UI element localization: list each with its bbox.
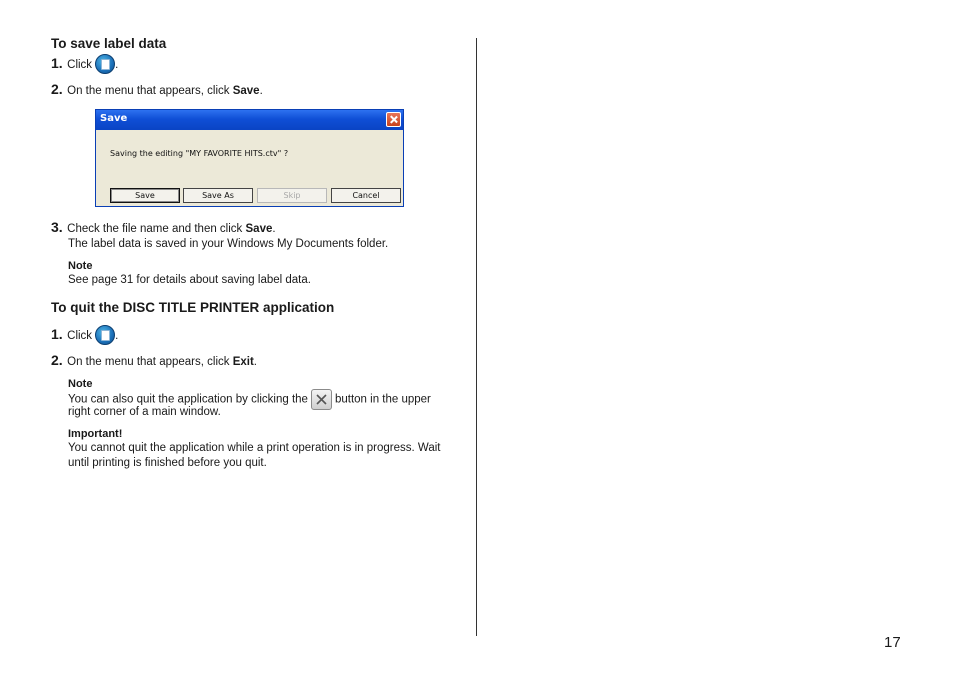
save-button[interactable]: Save [110, 188, 180, 203]
step-number: 1. [51, 55, 63, 72]
dialog-titlebar [96, 110, 403, 130]
step-text: Click [67, 330, 93, 343]
step-bold: Save [245, 223, 273, 235]
important-heading: Important! [68, 428, 123, 440]
step-text: Click [67, 59, 93, 72]
step-text: Check the file name and then click [67, 223, 246, 235]
dialog-message: Saving the editing "MY FAVORITE HITS.ctv" ? [110, 149, 289, 158]
step-bold: Exit [232, 356, 254, 368]
step-number: 2. [51, 81, 63, 97]
save-note-heading: Note [68, 260, 93, 272]
cancel-button[interactable]: Cancel [331, 188, 401, 203]
menu-button-icon[interactable] [95, 325, 115, 345]
column-divider [476, 38, 477, 636]
quit-note-heading: Note [68, 378, 93, 390]
page-number: 17 [884, 634, 901, 651]
important-line-1: You cannot quit the application while a print operation is in progress. Wait [68, 442, 441, 454]
quit-heading: To quit the DISC TITLE PRINTER application [51, 300, 335, 315]
save-step-3: 3. Check the file name and then click Save. [51, 219, 276, 235]
save-note-text: See page 31 for details about saving label data. [68, 274, 311, 286]
save-step-3-detail: The label data is saved in your Windows My Documents folder. [68, 238, 389, 250]
dialog-title: Save [100, 113, 128, 124]
menu-button-icon[interactable] [95, 54, 115, 74]
step-number: 1. [51, 326, 63, 343]
save-step-1: 1. Click . [51, 54, 118, 74]
close-window-icon [311, 389, 332, 410]
save-dialog [95, 109, 404, 207]
save-as-button[interactable]: Save As [183, 188, 253, 203]
save-heading: To save label data [51, 36, 167, 51]
step-text: On the menu that appears, click [67, 356, 233, 368]
step-number: 2. [51, 352, 63, 368]
close-icon[interactable] [386, 112, 401, 127]
important-line-2: until printing is finished before you quit. [68, 457, 267, 469]
quit-note-line-2: right corner of a main window. [68, 406, 221, 418]
save-step-2: 2. On the menu that appears, click Save. [51, 81, 263, 97]
step-text: On the menu that appears, click [67, 85, 233, 97]
quit-note-line-1: You can also quit the application by clicking the button in the upper [68, 389, 431, 410]
quit-step-2: 2. On the menu that appears, click Exit. [51, 352, 257, 368]
step-number: 3. [51, 219, 63, 235]
quit-step-1: 1. Click . [51, 325, 118, 345]
step-bold: Save [232, 85, 260, 97]
skip-button[interactable]: Skip [257, 188, 327, 203]
